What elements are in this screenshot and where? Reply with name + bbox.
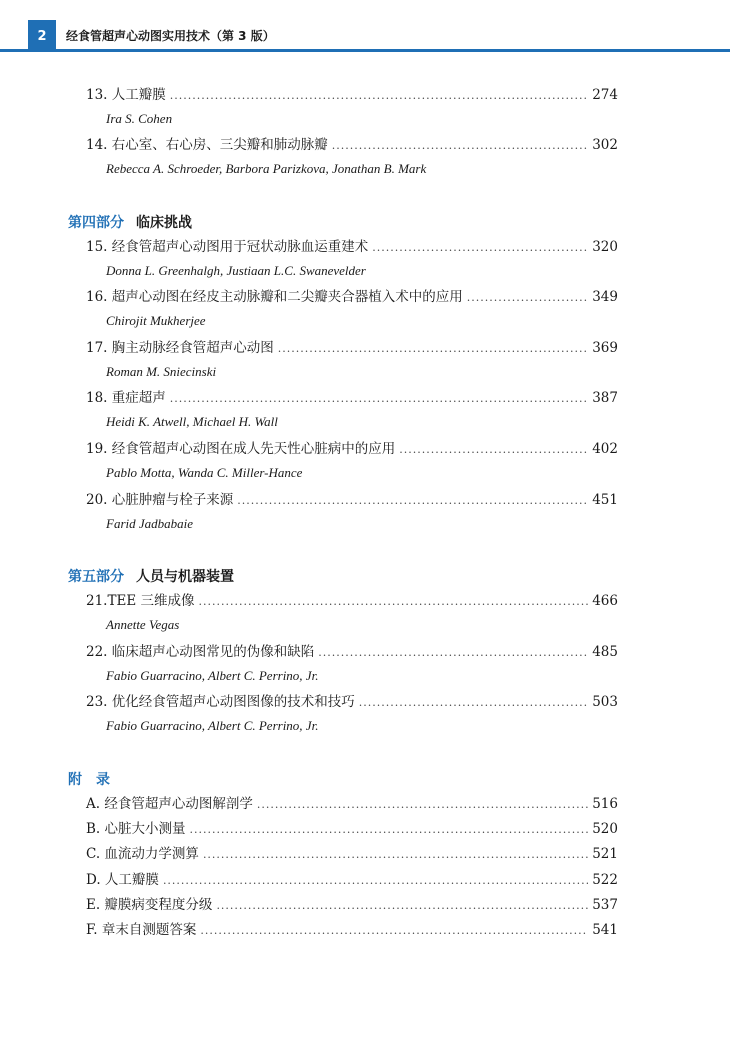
- entry-title: F. 章末自测题答案: [86, 922, 197, 938]
- entry-page: 537: [592, 897, 618, 913]
- dot-leader: [163, 874, 588, 887]
- entry-page: 274: [592, 87, 618, 103]
- dot-leader: [318, 646, 588, 659]
- entry-authors: Pablo Motta, Wanda C. Miller-Hance: [106, 465, 303, 480]
- toc-entry[interactable]: [86, 893, 618, 917]
- dot-leader: [278, 342, 588, 355]
- entry-page: 387: [592, 390, 618, 406]
- entry-authors: Heidi K. Atwell, Michael H. Wall: [106, 414, 278, 429]
- entry-title: 15. 经食管超声心动图用于冠状动脉血运重建术: [86, 239, 369, 255]
- entry-authors: Farid Jadbabaie: [106, 516, 194, 531]
- toc-entry[interactable]: [86, 133, 618, 181]
- appendix-heading: [68, 767, 122, 791]
- entry-authors: Rebecca A. Schroeder, Barbora Parizkova, Jonathan B. Mark: [106, 161, 427, 176]
- part-heading: [68, 564, 234, 588]
- entry-page: 521: [592, 846, 618, 862]
- page-header: [0, 20, 730, 52]
- dot-leader: [467, 291, 588, 304]
- entry-page: 520: [592, 821, 618, 837]
- entry-title: B. 心脏大小测量: [86, 821, 186, 837]
- entry-authors: Chirojit Mukherjee: [106, 313, 206, 328]
- entry-title: 20. 心脏肿瘤与栓子来源: [86, 492, 234, 508]
- entry-authors: Fabio Guarracino, Albert C. Perrino, Jr.: [106, 668, 319, 683]
- entry-title: 22. 临床超声心动图常见的伪像和缺陷: [86, 644, 315, 660]
- toc-entry[interactable]: [86, 918, 618, 942]
- dot-leader: [198, 595, 588, 608]
- entry-title: E. 瓣膜病变程度分级: [86, 897, 213, 913]
- entry-page: 320: [592, 239, 618, 255]
- toc-entry[interactable]: [86, 285, 618, 333]
- part-heading: [68, 210, 192, 234]
- toc-entry[interactable]: [86, 589, 618, 637]
- entry-page: 349: [592, 289, 618, 305]
- dot-leader: [170, 89, 588, 102]
- dot-leader: [200, 924, 588, 937]
- entry-page: 466: [592, 593, 618, 609]
- toc-entry[interactable]: [86, 488, 618, 536]
- entry-authors: Roman M. Sniecinski: [106, 364, 217, 379]
- entry-title: 21.TEE 三维成像: [86, 593, 195, 609]
- dot-leader: [359, 696, 588, 709]
- part-number: 第五部分: [68, 569, 124, 585]
- entry-authors: Ira S. Cohen: [106, 111, 173, 126]
- part-name: 人员与机器装置: [136, 569, 234, 585]
- dot-leader: [257, 798, 588, 811]
- entry-page: 485: [592, 644, 618, 660]
- toc-entry[interactable]: [86, 235, 618, 283]
- dot-leader: [237, 494, 588, 507]
- dot-leader: [332, 139, 588, 152]
- dot-leader: [216, 899, 588, 912]
- part-number: 第四部分: [68, 215, 124, 231]
- entry-page: 402: [592, 441, 618, 457]
- dot-leader: [399, 443, 588, 456]
- entry-title: A. 经食管超声心动图解剖学: [86, 796, 253, 812]
- entry-page: 541: [592, 922, 618, 938]
- toc-entry[interactable]: [86, 386, 618, 434]
- toc-entry[interactable]: [86, 842, 618, 866]
- part-number: 附 录: [68, 772, 110, 788]
- toc-entry[interactable]: [86, 640, 618, 688]
- toc-entry[interactable]: [86, 336, 618, 384]
- entry-page: 451: [592, 492, 618, 508]
- entry-title: 23. 优化经食管超声心动图图像的技术和技巧: [86, 694, 355, 710]
- toc-entry[interactable]: [86, 817, 618, 841]
- toc-entry[interactable]: [86, 83, 618, 131]
- entry-title: 13. 人工瓣膜: [86, 87, 166, 103]
- entry-title: 17. 胸主动脉经食管超声心动图: [86, 340, 274, 356]
- dot-leader: [203, 848, 588, 861]
- entry-page: 516: [592, 796, 618, 812]
- entry-title: C. 血流动力学测算: [86, 846, 199, 862]
- dot-leader: [170, 392, 588, 405]
- entry-title: D. 人工瓣膜: [86, 872, 159, 888]
- entry-authors: Fabio Guarracino, Albert C. Perrino, Jr.: [106, 718, 319, 733]
- toc-entry[interactable]: [86, 792, 618, 816]
- toc-entry[interactable]: [86, 868, 618, 892]
- entry-authors: Annette Vegas: [106, 617, 180, 632]
- entry-title: 14. 右心室、右心房、三尖瓣和肺动脉瓣: [86, 137, 328, 153]
- page-number: 2: [28, 20, 56, 52]
- dot-leader: [372, 241, 588, 254]
- entry-page: 522: [592, 872, 618, 888]
- toc-entry[interactable]: [86, 437, 618, 485]
- dot-leader: [190, 823, 589, 836]
- part-name: 临床挑战: [136, 215, 192, 231]
- entry-page: 369: [592, 340, 618, 356]
- running-title: 经食管超声心动图实用技术（第 3 版）: [66, 29, 275, 43]
- entry-authors: Donna L. Greenhalgh, Justiaan L.C. Swanevelder: [106, 263, 366, 278]
- entry-page: 302: [592, 137, 618, 153]
- entry-title: 18. 重症超声: [86, 390, 166, 406]
- toc-entry[interactable]: [86, 690, 618, 738]
- entry-title: 19. 经食管超声心动图在成人先天性心脏病中的应用: [86, 441, 396, 457]
- entry-title: 16. 超声心动图在经皮主动脉瓣和二尖瓣夹合器植入术中的应用: [86, 289, 463, 305]
- entry-page: 503: [592, 694, 618, 710]
